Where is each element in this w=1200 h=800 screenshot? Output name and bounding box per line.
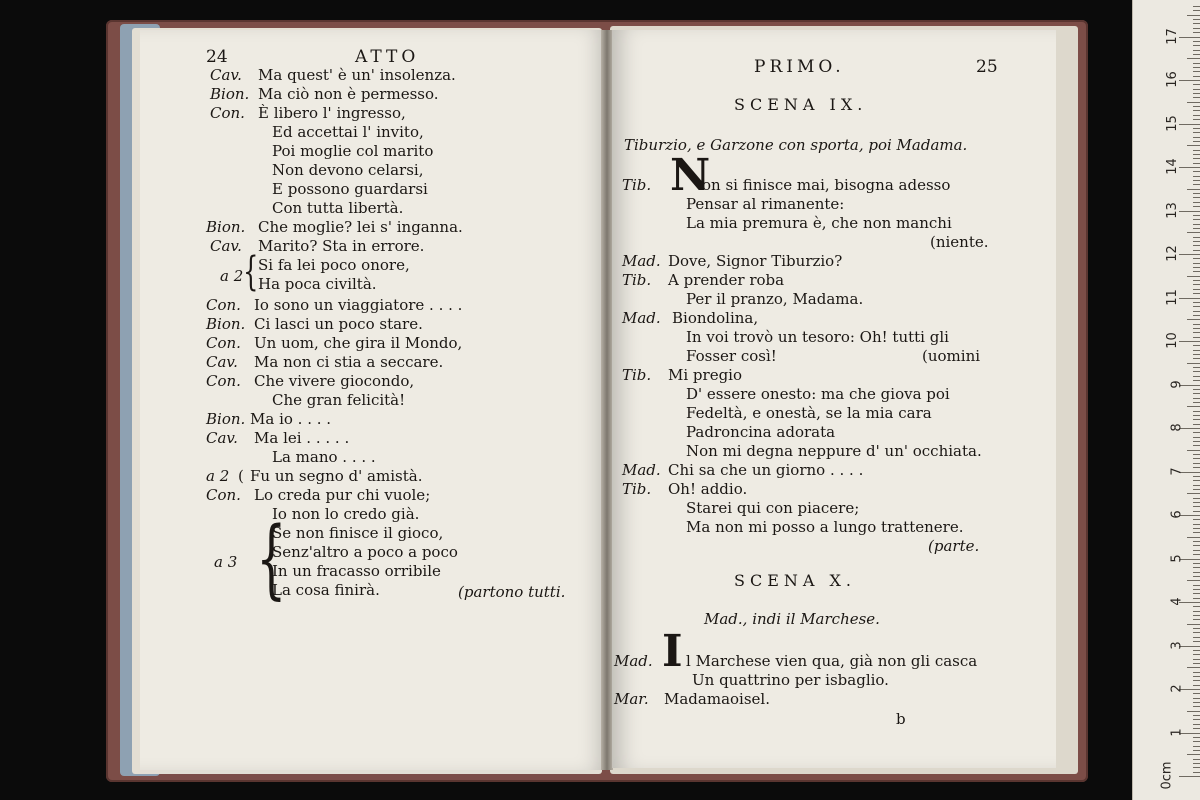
ruler-label: 13 — [1165, 201, 1181, 219]
ruler-tick — [1193, 619, 1200, 620]
verse-line: Che moglie? lei s' inganna. — [258, 218, 463, 236]
scene-cast: Mad., indi il Marchese. — [704, 610, 880, 628]
ruler-tick — [1193, 706, 1200, 707]
ruler-tick — [1193, 606, 1200, 607]
verse-line: Madamaoisel. — [664, 690, 770, 708]
ruler-tick — [1187, 232, 1200, 233]
ruler-tick — [1193, 502, 1200, 503]
ruler-tick — [1193, 693, 1200, 694]
ruler-tick — [1193, 128, 1200, 129]
verse-line: Ma non ci stia a seccare. — [254, 353, 444, 371]
verse-line: (uomini — [922, 347, 981, 365]
stage-direction: (parte. — [928, 537, 980, 555]
ruler-tick — [1193, 54, 1200, 55]
ruler-tick — [1193, 550, 1200, 551]
verse-line: Ma non mi posso a lungo trattenere. — [686, 518, 964, 536]
ruler-tick — [1193, 489, 1200, 490]
ruler-tick — [1193, 763, 1200, 764]
ruler-tick — [1193, 119, 1200, 120]
speaker: Con. — [210, 104, 245, 122]
ruler-tick — [1193, 737, 1200, 738]
ruler-label: 9 — [1169, 379, 1185, 389]
ruler-tick — [1193, 89, 1200, 90]
ruler-tick — [1179, 341, 1200, 342]
ruler-tick — [1193, 193, 1200, 194]
ruler-tick — [1187, 711, 1200, 712]
ruler-tick — [1179, 776, 1200, 777]
ruler-tick — [1187, 406, 1200, 407]
ruler-tick — [1193, 398, 1200, 399]
ruler-label: 2 — [1169, 684, 1185, 693]
ruler-tick — [1193, 97, 1200, 98]
verse-line: Ci lasci un poco stare. — [254, 315, 423, 333]
ruler-tick — [1193, 176, 1200, 177]
verse-line: Fu un segno d' amistà. — [250, 467, 423, 485]
ruler-tick — [1193, 419, 1200, 420]
speaker: Bion. — [210, 85, 250, 103]
ruler-tick — [1179, 254, 1200, 255]
ruler-tick — [1193, 219, 1200, 220]
ruler-tick — [1193, 306, 1200, 307]
ruler-tick — [1193, 184, 1200, 185]
ruler-tick — [1187, 15, 1200, 16]
speaker: Bion. — [206, 218, 246, 236]
ruler-tick — [1193, 76, 1200, 77]
ruler-tick — [1193, 746, 1200, 747]
ruler-tick — [1187, 319, 1200, 320]
ruler-label: 14 — [1165, 158, 1181, 175]
ruler-tick — [1193, 245, 1200, 246]
ruler-tick — [1193, 541, 1200, 542]
ruler-tick — [1193, 150, 1200, 151]
ruler-label: 3 — [1169, 640, 1185, 650]
ruler-tick — [1193, 702, 1200, 703]
ruler-tick — [1193, 632, 1200, 633]
ruler-tick — [1193, 289, 1200, 290]
verse-line: E possono guardarsi — [272, 180, 428, 198]
ruler-tick — [1187, 102, 1200, 103]
speaker: a 3 — [214, 553, 238, 571]
ruler-tick — [1179, 167, 1200, 168]
speaker: Tib. — [622, 176, 652, 194]
ruler-tick — [1193, 698, 1200, 699]
verse-line: Ed accettai l' invito, — [272, 123, 424, 141]
right-page — [612, 30, 1056, 768]
ruler-tick — [1193, 32, 1200, 33]
ruler-tick — [1193, 615, 1200, 616]
ruler-tick — [1193, 637, 1200, 638]
ruler-tick — [1193, 311, 1200, 312]
ruler-tick — [1193, 437, 1200, 438]
ruler-tick — [1193, 772, 1200, 773]
ruler-tick — [1193, 293, 1200, 294]
ruler-tick — [1179, 211, 1200, 212]
verse-line: È libero l' ingresso, — [258, 104, 406, 122]
ruler-tick — [1179, 37, 1200, 38]
verse-line: l Marchese vien qua, già non gli casca — [686, 652, 978, 670]
ruler-label: 12 — [1165, 245, 1181, 262]
verse-line: Senz'altro a poco a poco — [272, 543, 458, 561]
ruler-tick — [1193, 154, 1200, 155]
ruler-tick — [1193, 163, 1200, 164]
ruler-tick — [1193, 23, 1200, 24]
ruler-tick — [1193, 250, 1200, 251]
speaker: Con. — [206, 486, 241, 504]
ruler-tick — [1187, 667, 1200, 668]
verse-line: La cosa finirà. — [272, 581, 380, 599]
verse-line: Per il pranzo, Madama. — [686, 290, 864, 308]
ruler-tick — [1193, 567, 1200, 568]
ruler-tick — [1193, 402, 1200, 403]
ruler-tick — [1193, 6, 1200, 7]
ruler-label: 10 — [1165, 332, 1181, 349]
ruler-tick — [1193, 476, 1200, 477]
ruler-tick — [1193, 358, 1200, 359]
verse-line: Dove, Signor Tiburzio? — [668, 252, 843, 270]
ruler-tick — [1193, 545, 1200, 546]
ruler-tick — [1193, 280, 1200, 281]
ruler-tick — [1193, 237, 1200, 238]
ruler-tick — [1193, 576, 1200, 577]
ruler-tick — [1193, 228, 1200, 229]
ruler-tick — [1193, 593, 1200, 594]
ruler-tick — [1193, 332, 1200, 333]
ruler-tick — [1193, 728, 1200, 729]
ruler-tick — [1179, 124, 1200, 125]
verse-line: Fosser così! — [686, 347, 777, 365]
verse-line: Che vivere giocondo, — [254, 372, 415, 390]
speaker: Con. — [206, 334, 241, 352]
verse-line: on si finisce mai, bisogna adesso — [702, 176, 951, 194]
ruler-tick — [1193, 380, 1200, 381]
page-number-left: 24 — [206, 47, 228, 67]
ruler-tick — [1193, 411, 1200, 412]
brace: { — [256, 509, 287, 609]
left-page — [140, 30, 608, 770]
verse-line: Ma lei . . . . . — [254, 429, 350, 447]
ruler-tick — [1193, 106, 1200, 107]
ruler-tick — [1187, 145, 1200, 146]
verse-line: Non mi degna neppure d' un' occhiata. — [686, 442, 982, 460]
ruler-tick — [1187, 276, 1200, 277]
ruler-tick — [1187, 754, 1200, 755]
ruler-tick — [1193, 197, 1200, 198]
ruler-tick — [1179, 80, 1200, 81]
ruler-tick — [1193, 67, 1200, 68]
ruler-tick — [1187, 363, 1200, 364]
ruler-label: 6 — [1169, 510, 1185, 519]
ruler-tick — [1193, 650, 1200, 651]
speaker: Con. — [206, 372, 241, 390]
verse-line: Biondolina, — [672, 309, 759, 327]
ruler-tick — [1193, 572, 1200, 573]
speaker: Mad. — [622, 461, 661, 479]
scene-heading: SCENA IX. — [734, 95, 868, 114]
ruler-tick — [1193, 741, 1200, 742]
ruler-label: 11 — [1165, 288, 1181, 306]
ruler-tick — [1193, 302, 1200, 303]
verse-line: La mano . . . . — [272, 448, 376, 466]
verse-line: Ma quest' è un' insolenza. — [258, 66, 456, 84]
ruler-tick — [1193, 258, 1200, 259]
ruler-tick — [1193, 110, 1200, 111]
speaker: Bion. — [206, 315, 246, 333]
ruler-label: 8 — [1169, 423, 1185, 432]
ruler-tick — [1193, 767, 1200, 768]
verse-line: Con tutta libertà. — [272, 199, 404, 217]
ruler-tick — [1193, 267, 1200, 268]
ruler-tick — [1193, 532, 1200, 533]
ruler-tick — [1193, 719, 1200, 720]
ruler-tick — [1193, 324, 1200, 325]
ruler-label: 1 — [1169, 727, 1185, 737]
ruler-tick — [1193, 345, 1200, 346]
ruler-tick — [1193, 19, 1200, 20]
ruler-tick — [1193, 724, 1200, 725]
verse-line: Ma io . . . . — [250, 410, 332, 428]
verse-line: Padroncina adorata — [686, 423, 836, 441]
ruler-tick — [1193, 454, 1200, 455]
ruler-tick — [1193, 506, 1200, 507]
ruler-tick — [1187, 537, 1200, 538]
verse-line: In un fracasso orribile — [272, 562, 441, 580]
ruler-tick — [1193, 224, 1200, 225]
ruler-tick — [1193, 672, 1200, 673]
verse-line: Se non finisce il gioco, — [272, 524, 444, 542]
ruler-tick — [1193, 376, 1200, 377]
ruler-tick — [1193, 498, 1200, 499]
speaker: Mad. — [622, 252, 661, 270]
speaker: Cav. — [210, 237, 242, 255]
verse-line: Chi sa che un giorno . . . . — [668, 461, 864, 479]
ruler-tick — [1193, 611, 1200, 612]
measuring-ruler — [1132, 0, 1200, 800]
ruler-tick — [1193, 263, 1200, 264]
ruler-tick — [1193, 685, 1200, 686]
verse-line: Pensar al rimanente: — [686, 195, 845, 213]
ruler-tick — [1193, 641, 1200, 642]
paren: ( — [238, 467, 244, 485]
ruler-tick — [1187, 189, 1200, 190]
ruler-tick — [1193, 458, 1200, 459]
ruler-tick — [1193, 84, 1200, 85]
ruler-tick — [1187, 624, 1200, 625]
ruler-tick — [1193, 393, 1200, 394]
ruler-tick — [1179, 298, 1200, 299]
speaker: a 2 — [220, 267, 244, 285]
speaker: Con. — [206, 296, 241, 314]
ruler-label: 5 — [1169, 553, 1185, 563]
ruler-tick — [1193, 180, 1200, 181]
speaker: Tib. — [622, 480, 652, 498]
speaker: Cav. — [206, 429, 238, 447]
drop-cap: I — [662, 626, 683, 677]
ruler-tick — [1193, 241, 1200, 242]
ruler-tick — [1193, 41, 1200, 42]
ruler-tick — [1193, 485, 1200, 486]
verse-line: In voi trovò un tesoro: Oh! tutti gli — [686, 328, 949, 346]
ruler-label: 16 — [1165, 71, 1181, 88]
verse-line: Fedeltà, e onestà, se la mia cara — [686, 404, 932, 422]
ruler-label: 0cm — [1159, 761, 1175, 790]
ruler-tick — [1187, 450, 1200, 451]
ruler-tick — [1193, 589, 1200, 590]
verse-line: Un uom, che gira il Mondo, — [254, 334, 463, 352]
ruler-tick — [1193, 389, 1200, 390]
drop-cap: N — [670, 150, 711, 201]
ruler-tick — [1193, 115, 1200, 116]
ruler-tick — [1193, 715, 1200, 716]
verse-line: Lo creda pur chi vuole; — [254, 486, 431, 504]
signature-mark: b — [896, 710, 906, 728]
verse-line: A prender roba — [668, 271, 785, 289]
stage-direction: (partono tutti. — [458, 583, 566, 601]
ruler-tick — [1193, 480, 1200, 481]
ruler-tick — [1193, 598, 1200, 599]
brace: { — [243, 249, 259, 295]
ruler-tick — [1193, 10, 1200, 11]
ruler-tick — [1193, 445, 1200, 446]
verse-line: Io sono un viaggiatore . . . . — [254, 296, 463, 314]
scene-cast: Tiburzio, e Garzone con sporta, poi Madama. — [624, 136, 968, 154]
ruler-tick — [1193, 554, 1200, 555]
speaker: Cav. — [206, 353, 238, 371]
ruler-tick — [1193, 284, 1200, 285]
ruler-tick — [1193, 467, 1200, 468]
verse-line: La mia premura è, che non manchi — [686, 214, 952, 232]
ruler-tick — [1193, 202, 1200, 203]
ruler-label: 15 — [1165, 114, 1181, 132]
ruler-tick — [1193, 424, 1200, 425]
verse-line: Un quattrino per isbaglio. — [692, 671, 889, 689]
ruler-tick — [1193, 158, 1200, 159]
ruler-tick — [1193, 45, 1200, 46]
speaker: a 2 — [206, 467, 230, 485]
ruler-tick — [1193, 371, 1200, 372]
ruler-label: 17 — [1165, 27, 1181, 45]
ruler-tick — [1193, 50, 1200, 51]
ruler-tick — [1193, 350, 1200, 351]
ruler-tick — [1193, 215, 1200, 216]
verse-line: Mi pregio — [668, 366, 743, 384]
ruler-tick — [1193, 93, 1200, 94]
ruler-tick — [1193, 354, 1200, 355]
running-header-left: ATTO — [355, 47, 420, 67]
ruler-tick — [1193, 654, 1200, 655]
verse-line: Si fa lei poco onore, — [258, 256, 410, 274]
verse-line: Ma ciò non è permesso. — [258, 85, 439, 103]
ruler-tick — [1193, 63, 1200, 64]
speaker: Bion. — [206, 410, 246, 428]
ruler-tick — [1193, 141, 1200, 142]
ruler-tick — [1193, 71, 1200, 72]
ruler-tick — [1187, 58, 1200, 59]
verse-line: Oh! addio. — [668, 480, 748, 498]
ruler-tick — [1187, 580, 1200, 581]
verse-line: Starei qui con piacere; — [686, 499, 860, 517]
page-number-right: 25 — [976, 57, 998, 77]
ruler-tick — [1193, 680, 1200, 681]
ruler-tick — [1193, 28, 1200, 29]
verse-line: Non devono celarsi, — [272, 161, 424, 179]
verse-line: Marito? Sta in errore. — [258, 237, 425, 255]
ruler-tick — [1193, 759, 1200, 760]
speaker: Tib. — [622, 366, 652, 384]
ruler-tick — [1193, 415, 1200, 416]
ruler-tick — [1193, 659, 1200, 660]
ruler-tick — [1187, 493, 1200, 494]
ruler-tick — [1193, 137, 1200, 138]
ruler-tick — [1193, 663, 1200, 664]
ruler-tick — [1193, 315, 1200, 316]
verse-line: Che gran felicità! — [272, 391, 406, 409]
speaker: Mar. — [614, 690, 649, 708]
ruler-tick — [1193, 511, 1200, 512]
ruler-tick — [1193, 441, 1200, 442]
ruler-tick — [1193, 563, 1200, 564]
ruler-tick — [1193, 206, 1200, 207]
ruler-tick — [1193, 750, 1200, 751]
verse-line: D' essere onesto: ma che giova poi — [686, 385, 950, 403]
speaker: Mad. — [614, 652, 653, 670]
ruler-tick — [1193, 676, 1200, 677]
verse-line: Ha poca civiltà. — [258, 275, 377, 293]
running-header-right: PRIMO. — [754, 57, 845, 77]
speaker: Tib. — [622, 271, 652, 289]
ruler-tick — [1193, 328, 1200, 329]
ruler-tick — [1193, 524, 1200, 525]
verse-line: (niente. — [930, 233, 989, 251]
ruler-tick — [1193, 432, 1200, 433]
verse-line: Io non lo credo già. — [272, 505, 420, 523]
ruler-tick — [1193, 519, 1200, 520]
speaker: Mad. — [622, 309, 661, 327]
ruler-tick — [1193, 528, 1200, 529]
ruler-label: 4 — [1169, 597, 1185, 606]
speaker: Cav. — [210, 66, 242, 84]
ruler-tick — [1193, 271, 1200, 272]
ruler-tick — [1193, 171, 1200, 172]
verse-line: Poi moglie col marito — [272, 142, 434, 160]
ruler-tick — [1193, 132, 1200, 133]
ruler-tick — [1193, 463, 1200, 464]
scene-heading: SCENA X. — [734, 571, 856, 590]
ruler-label: 7 — [1169, 466, 1185, 476]
ruler-tick — [1193, 367, 1200, 368]
ruler-tick — [1193, 628, 1200, 629]
ruler-tick — [1193, 337, 1200, 338]
ruler-tick — [1193, 585, 1200, 586]
